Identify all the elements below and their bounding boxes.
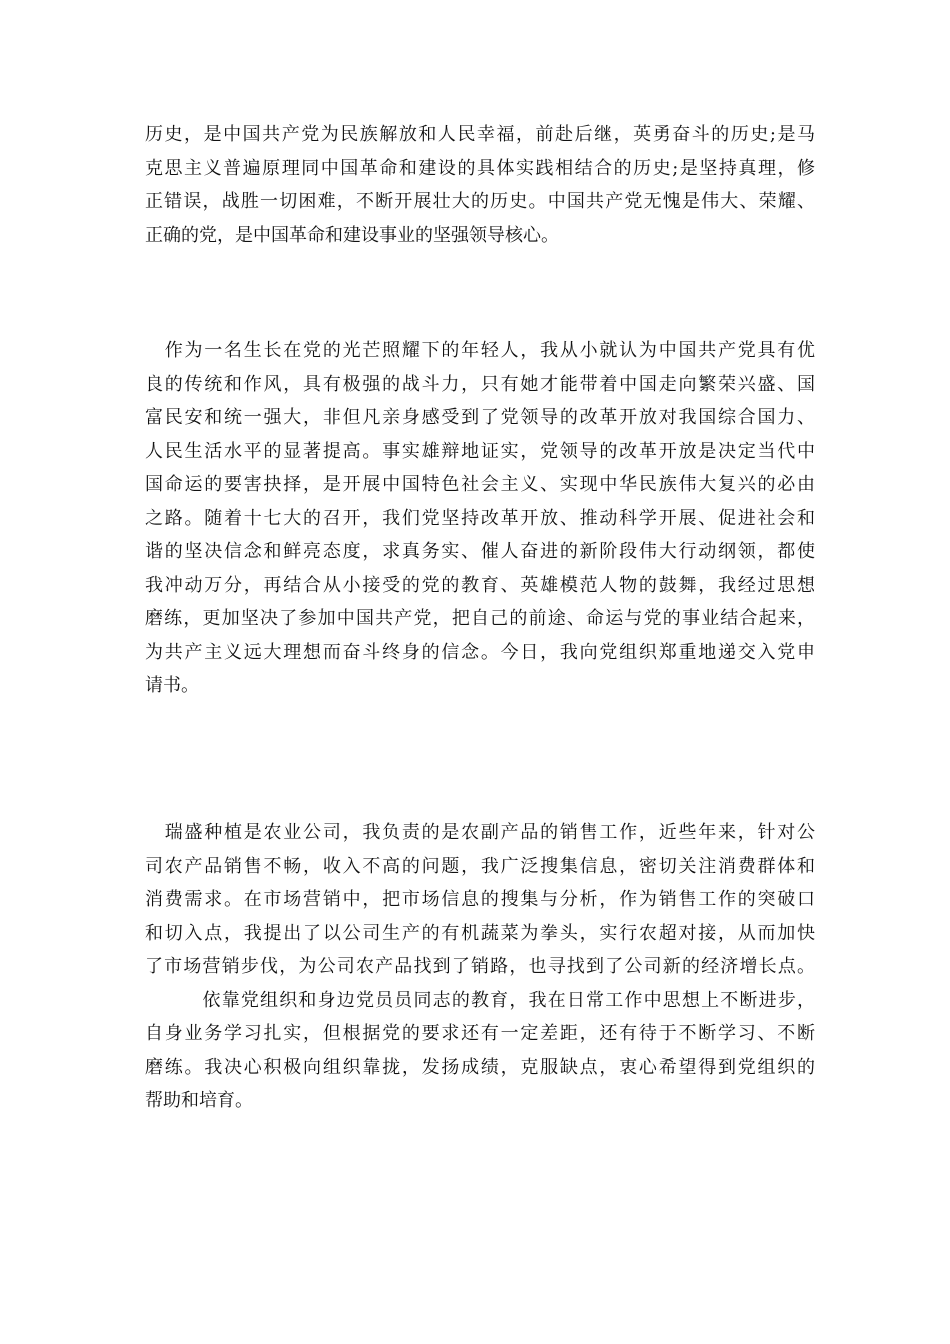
text-line: 磨练，更加坚决了参加中国共产党，把自己的前途、命运与党的事业结合起来， [145, 608, 815, 629]
text-line: 依靠党组织和身边党员员同志的教育，我在日常工作中思想上不断进步， [145, 989, 815, 1011]
text-line: 良的传统和作风，具有极强的战斗力，只有她才能带着中国走向繁荣兴盛、国 [145, 373, 815, 395]
text-line: 请书。 [145, 675, 199, 696]
text-line: 我冲动万分，再结合从小接受的党的教育、英雄模范人物的鼓舞，我经过思想 [145, 574, 815, 596]
paragraph-work [145, 816, 815, 1118]
text-line: 正确的党，是中国革命和建设事业的坚强领导核心。 [145, 224, 559, 246]
text-line: 历史，是中国共产党为民族解放和人民幸福，前赴后继，英勇奋斗的历史;是马 [145, 124, 815, 145]
paragraph-youth [145, 334, 815, 703]
text-line: 国命运的要害抉择，是开展中国特色社会主义、实现中华民族伟大复兴的必由 [145, 474, 815, 495]
text-line: 磨练。我决心积极向组织靠拢，发扬成绩，克服缺点，衷心希望得到党组织的 [145, 1056, 815, 1078]
text-line: 人民生活水平的显著提高。事实雄辩地证实，党领导的改革开放是决定当代中 [145, 440, 815, 462]
text-line: 消费需求。在市场营销中，把市场信息的搜集与分析，作为销售工作的突破口 [145, 889, 815, 910]
text-line: 克思主义普遍原理同中国革命和建设的具体实践相结合的历史;是坚持真理，修 [145, 157, 815, 179]
text-line: 司农产品销售不畅，收入不高的问题，我广泛搜集信息，密切关注消费群体和 [145, 855, 815, 877]
text-line: 谐的坚决信念和鲜亮态度，求真务实、催人奋进的新阶段伟大行动纲领，都使 [145, 541, 815, 562]
text-line: 了市场营销步伐，为公司农产品找到了销路，也寻找到了公司新的经济增长点。 [145, 956, 815, 977]
text-line: 之路。随着十七大的召开，我们党坚持改革开放、推动科学开展、促进社会和 [145, 507, 815, 529]
paragraph-history [145, 118, 815, 252]
text-line: 正错误，战胜一切困难，不断开展壮大的历史。中国共产党无愧是伟大、荣耀、 [145, 191, 815, 212]
text-line: 为共产主义远大理想而奋斗终身的信念。今日，我向党组织郑重地递交入党申 [145, 641, 815, 663]
text-line: 自身业务学习扎实，但根据党的要求还有一定差距，还有待于不断学习、不断 [145, 1023, 815, 1044]
text-line: 瑞盛种植是农业公司，我负责的是农副产品的销售工作，近些年来，针对公 [145, 822, 815, 843]
text-line: 和切入点，我提出了以公司生产的有机蔬菜为拳头，实行农超对接，从而加快 [145, 922, 815, 944]
text-line: 富民安和统一强大，非但凡亲身感受到了党领导的改革开放对我国综合国力、 [145, 407, 815, 428]
text-line: 帮助和培育。 [145, 1090, 253, 1111]
text-line: 作为一名生长在党的光芒照耀下的年轻人，我从小就认为中国共产党具有优 [145, 340, 815, 361]
